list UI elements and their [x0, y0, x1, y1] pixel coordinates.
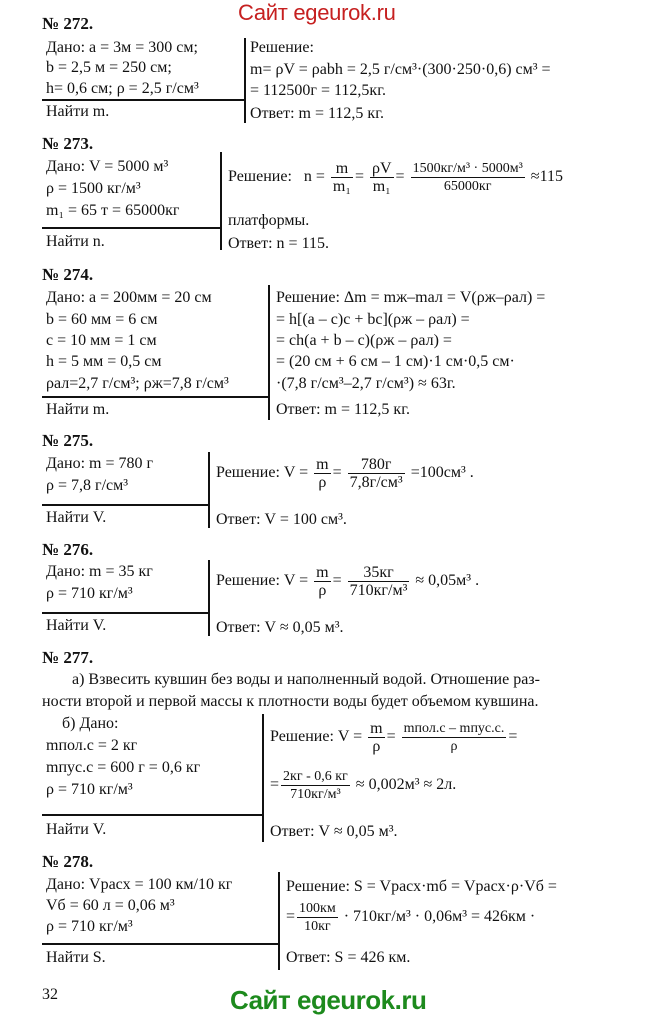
eq-rhs: ≈ 0,002м³ ≈ 2л. — [355, 776, 457, 794]
solution-divider — [262, 714, 264, 842]
problem-278-number: № 278. — [42, 852, 94, 871]
eq-rhs: =100см³ . — [410, 464, 474, 482]
denominator: m₁ — [332, 178, 351, 195]
solution-divider — [220, 152, 222, 250]
solution-line: ·(7,8 г/см³–2,7 г/см³) ≈ 63г. — [276, 375, 456, 392]
denominator: ρ — [450, 739, 458, 754]
solution-formula-273: Решение: n = $\frac{m}{\text{m₁}}$ = $\frac{\rho V}{\text{m₁}}$ = $\frac{\text{1500кг/м³ · 5000м³}}{65000кг}$ ≈115 — [228, 160, 563, 195]
denominator: 10кг — [304, 919, 331, 934]
given-line: Дано: m = 35 кг — [46, 563, 153, 580]
fraction — [402, 720, 507, 755]
fraction — [314, 564, 330, 599]
given-line: Дано: a = 3м = 300 см; — [46, 39, 198, 56]
given-line: c = 10 мм = 1 см — [46, 332, 157, 349]
given-line: b = 60 мм = 6 см — [46, 311, 158, 328]
solution-divider — [268, 285, 270, 420]
numerator: 2кг - 0,6 кг — [283, 769, 348, 784]
solution-line: = 112500г = 112,5кг. — [250, 82, 386, 99]
fraction — [281, 768, 350, 803]
numerator: 100км — [299, 901, 336, 916]
given-divider — [42, 504, 210, 506]
numerator: m — [331, 160, 353, 178]
problem-277-number: № 277. — [42, 648, 94, 667]
site-watermark-bottom: Сайт egeurok.ru — [230, 985, 427, 1015]
numerator: 35кг — [348, 564, 410, 582]
answer-line: Ответ: S = 426 км. — [286, 949, 411, 966]
solution-line: = (20 см + 6 см – 1 см)·1 см·0,5 см· — [276, 353, 515, 370]
solution-divider — [208, 560, 210, 636]
answer-line: Ответ: V = 100 см³. — [216, 511, 347, 528]
given-divider — [42, 612, 210, 614]
fraction — [348, 456, 405, 491]
answer-line: Ответ: V ≈ 0,05 м³. — [270, 823, 398, 840]
given-line: ρ = 710 кг/м³ — [46, 585, 133, 602]
denominator: 710кг/м³ — [349, 582, 408, 599]
find-line: Найти m. — [46, 401, 110, 418]
given-line: Дано: V = 5000 м³ — [46, 158, 169, 175]
denominator: ρ — [372, 738, 381, 755]
fraction — [370, 160, 394, 195]
denominator: 65000кг — [443, 179, 492, 194]
find-line: Найти V. — [46, 821, 107, 838]
given-divider — [42, 814, 264, 816]
solution-line: Решение: S = Vрасх·mб = Vрасх·ρ·Vб = — [286, 878, 557, 895]
given-line: ρ = 1500 кг/м³ — [46, 180, 141, 197]
site-watermark-top: Сайт egeurok.ru — [238, 0, 396, 25]
problem-275-number: № 275. — [42, 431, 94, 450]
fraction — [348, 564, 410, 599]
solution-formula-275: Решение: V = $\frac{m}{\rho}$ = $\frac{780г}{\text{7,8г/см³}}$ =100см³ . — [216, 456, 474, 491]
numerator: mпол.с – mпус.с. — [403, 721, 505, 736]
find-line: Найти S. — [46, 949, 106, 966]
solution-formula-278: = $\frac{100км}{10кг}$ · 710кг/м³ · 0,06м³ = 426км · — [286, 901, 536, 934]
fraction — [314, 456, 330, 491]
find-line: Найти m. — [46, 103, 110, 120]
find-line: Найти V. — [46, 509, 107, 526]
answer-line: Ответ: m = 112,5 кг. — [250, 105, 384, 122]
given-divider — [42, 396, 270, 398]
given-line: Vб = 60 л = 0,06 м³ — [46, 897, 175, 914]
given-line: h= 0,6 см; ρ = 2,5 г/см³ — [46, 80, 199, 97]
numerator: m — [316, 456, 329, 473]
given-line: ρ = 710 кг/м³ — [46, 781, 133, 798]
problem-274-number: № 274. — [42, 265, 94, 284]
denominator: 7,8г/см³ — [349, 474, 403, 491]
solution-title: Решение: — [228, 168, 292, 186]
eq-rhs: ≈ 0,05м³ . — [415, 572, 480, 590]
given-line: Дано: m = 780 г — [46, 455, 154, 472]
numerator: m — [316, 564, 329, 581]
solution-title: Решение: V = — [270, 728, 363, 746]
solution-divider — [244, 38, 246, 123]
given-line: ρ = 7,8 г/см³ — [46, 477, 129, 494]
problem-273-number: № 273. — [42, 134, 94, 153]
solution-formula-276: Решение: V = $\frac{m}{\rho}$ = $\frac{35кг}{\text{710кг/м³}}$ ≈ 0,05м³ . — [216, 564, 480, 599]
denominator: ρ — [318, 582, 327, 599]
given-line: ρ = 710 кг/м³ — [46, 918, 133, 935]
numerator: 1500кг/м³ · 5000м³ — [412, 161, 523, 176]
problem-272-number: № 272. — [42, 14, 94, 33]
answer-line: Ответ: V ≈ 0,05 м³. — [216, 619, 344, 636]
solution-formula-277: Решение: V = $\frac{m}{\rho}$ = $\frac{\text{mпол.с – mпус.с.}}{\rho}$ = — [270, 720, 518, 755]
given-line: mпус.с = 600 г = 0,6 кг — [46, 759, 201, 776]
solution-line: Решение: Δm = mж–mал = V(ρж–ρал) = — [276, 289, 546, 306]
given-divider — [42, 99, 244, 101]
given-line: h = 5 мм = 0,5 см — [46, 353, 162, 370]
fraction — [297, 900, 338, 935]
solution-title: Решение: V = — [216, 464, 309, 482]
problem-276-number: № 276. — [42, 540, 94, 559]
eq-lhs: n = — [303, 168, 325, 186]
eq-rhs: ≈115 — [530, 168, 563, 186]
solution-line: = ch(a + b – c)(ρж – ρал) = — [276, 332, 452, 349]
given-line: mпол.с = 2 кг — [46, 737, 138, 754]
solution-line: = h[(a – c)c + bc](ρж – ρал) = — [276, 311, 470, 328]
solution-divider — [278, 872, 280, 970]
numerator: ρV — [371, 160, 392, 177]
given-line: m₁ = 65 т = 65000кг — [46, 202, 180, 219]
given-line: Дано: Vрасх = 100 км/10 кг — [46, 876, 233, 893]
given-divider — [42, 943, 280, 945]
find-line: Найти n. — [46, 233, 105, 250]
numerator: 780г — [348, 456, 405, 474]
given-line: б) Дано: — [62, 715, 119, 732]
fraction — [411, 160, 525, 195]
given-line: Дано: a = 200мм = 20 см — [46, 289, 212, 306]
solution-continuation: платформы. — [228, 212, 310, 229]
solution-formula-277b: = $\frac{2кг - 0,6 кг}{\text{710кг/м³}}$ ≈ 0,002м³ ≈ 2л. — [270, 769, 457, 802]
part-a-line: а) Взвесить кувшин без воды и наполненный водой. Отношение раз- — [72, 671, 540, 688]
fraction — [331, 160, 353, 195]
solution-title: Решение: — [250, 39, 314, 56]
answer-line: Ответ: n = 115. — [228, 235, 329, 252]
denominator: m₁ — [372, 178, 391, 195]
given-line: b = 2,5 м = 250 см; — [46, 59, 172, 76]
fraction — [368, 720, 384, 755]
given-line: ρал=2,7 г/см³; ρж=7,8 г/см³ — [46, 375, 229, 392]
given-divider — [42, 227, 222, 229]
denominator: 710кг/м³ — [290, 787, 341, 802]
solution-title: Решение: V = — [216, 572, 309, 590]
solution-divider — [208, 452, 210, 528]
page-number: 32 — [42, 986, 58, 1003]
numerator: m — [370, 720, 383, 737]
find-line: Найти V. — [46, 617, 107, 634]
denominator: ρ — [318, 474, 327, 491]
part-a-line: ности второй и первой массы к плотности воды будет объемом кувшина. — [42, 693, 539, 710]
answer-line: Ответ: m = 112,5 кг. — [276, 401, 410, 418]
solution-line: m= ρV = ρabh = 2,5 г/см³·(300·250·0,6) см³ = — [250, 61, 551, 78]
solution-rest: · 710кг/м³ · 0,06м³ = 426км · — [343, 908, 536, 926]
